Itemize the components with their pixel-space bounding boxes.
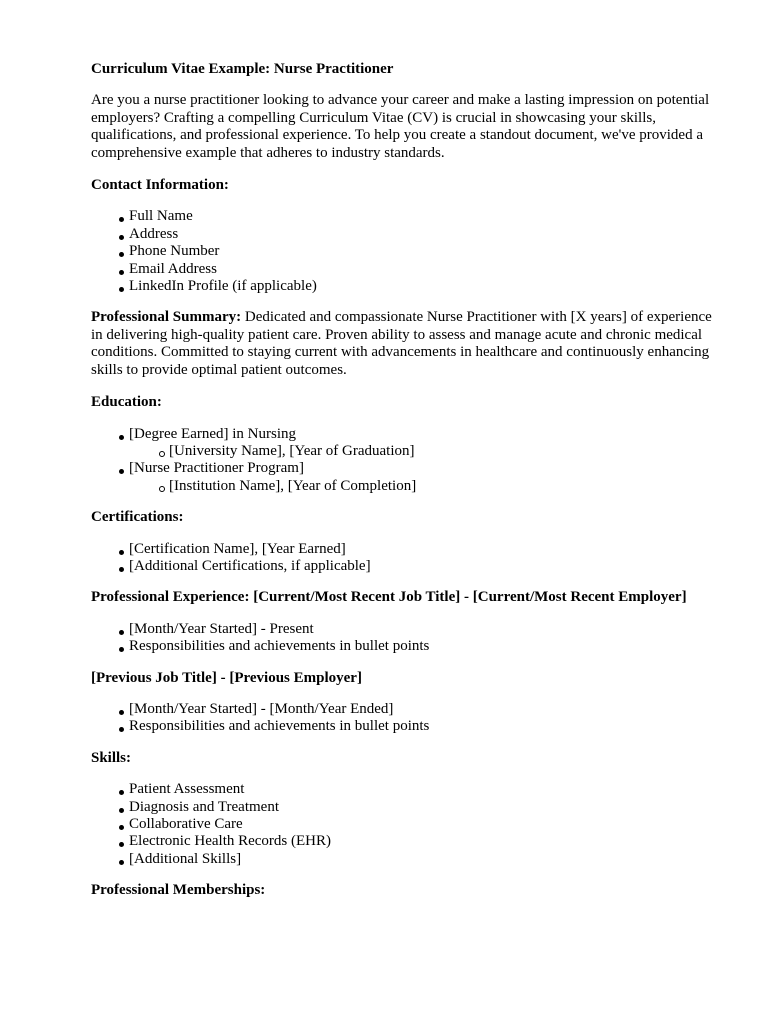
list-item [119, 426, 721, 461]
skills-heading: Skills: [91, 749, 132, 766]
previous-job-list [91, 701, 721, 736]
education-sublist [129, 478, 721, 495]
list-item: Email Address [119, 261, 721, 278]
list-item: Collaborative Care [119, 816, 721, 833]
document-title: Curriculum Vitae Example: Nurse Practitioner [91, 61, 394, 77]
education-heading: Education: [91, 394, 162, 411]
education-sublist [129, 443, 721, 460]
summary-text: Dedicated and compassionate Nurse Practitioner with [X years] of experience in delivering high-quality patient care. Proven ability to assess and manage acute and chronic medical conditions. Committed to staying current with advancements in healthcare and continuously enhancing skills to provide optimal patient outcomes. [91, 309, 712, 378]
list-item: [Month/Year Started] - Present [119, 621, 721, 638]
memberships-heading: Professional Memberships: [91, 882, 266, 899]
certifications-heading: Certifications: [91, 509, 184, 526]
document-page [91, 61, 721, 914]
education-list [91, 426, 721, 496]
sub-list-item: [Institution Name], [Year of Completion] [159, 478, 721, 495]
list-item: Full Name [119, 208, 721, 225]
skills-list [91, 781, 721, 868]
experience-heading: Professional Experience: [Current/Most Recent Job Title] - [Current/Most Recent Employer] [91, 589, 687, 606]
list-item: Address [119, 226, 721, 243]
previous-job-heading: [Previous Job Title] - [Previous Employer] [91, 669, 362, 686]
list-item [119, 460, 721, 495]
list-item: Electronic Health Records (EHR) [119, 833, 721, 850]
intro-paragraph: Are you a nurse practitioner looking to advance your career and make a lasting impression on potential employers? Crafting a compelling Curriculum Vitae (CV) is crucial in showcasing your skills, qualifications, and professional experience. To help you create a standout document, we've provided a comprehensive example that adheres to industry standards. [91, 92, 710, 161]
professional-summary [91, 309, 721, 379]
experience-list [91, 621, 721, 656]
list-item: LinkedIn Profile (if applicable) [119, 278, 721, 295]
education-degree: [Degree Earned] in Nursing [129, 425, 297, 442]
certifications-list [91, 541, 721, 576]
education-program: [Nurse Practitioner Program] [129, 460, 304, 477]
sub-list-item: [University Name], [Year of Graduation] [159, 443, 721, 460]
list-item: [Certification Name], [Year Earned] [119, 541, 721, 558]
list-item: [Additional Certifications, if applicable] [119, 558, 721, 575]
list-item: [Month/Year Started] - [Month/Year Ended] [119, 701, 721, 718]
list-item: Diagnosis and Treatment [119, 799, 721, 816]
list-item: Phone Number [119, 243, 721, 260]
list-item: [Additional Skills] [119, 851, 721, 868]
list-item: Responsibilities and achievements in bullet points [119, 638, 721, 655]
list-item: Responsibilities and achievements in bullet points [119, 718, 721, 735]
summary-label: Professional Summary: [91, 309, 242, 326]
list-item: Patient Assessment [119, 781, 721, 798]
contact-list [91, 208, 721, 295]
contact-heading: Contact Information: [91, 177, 229, 194]
